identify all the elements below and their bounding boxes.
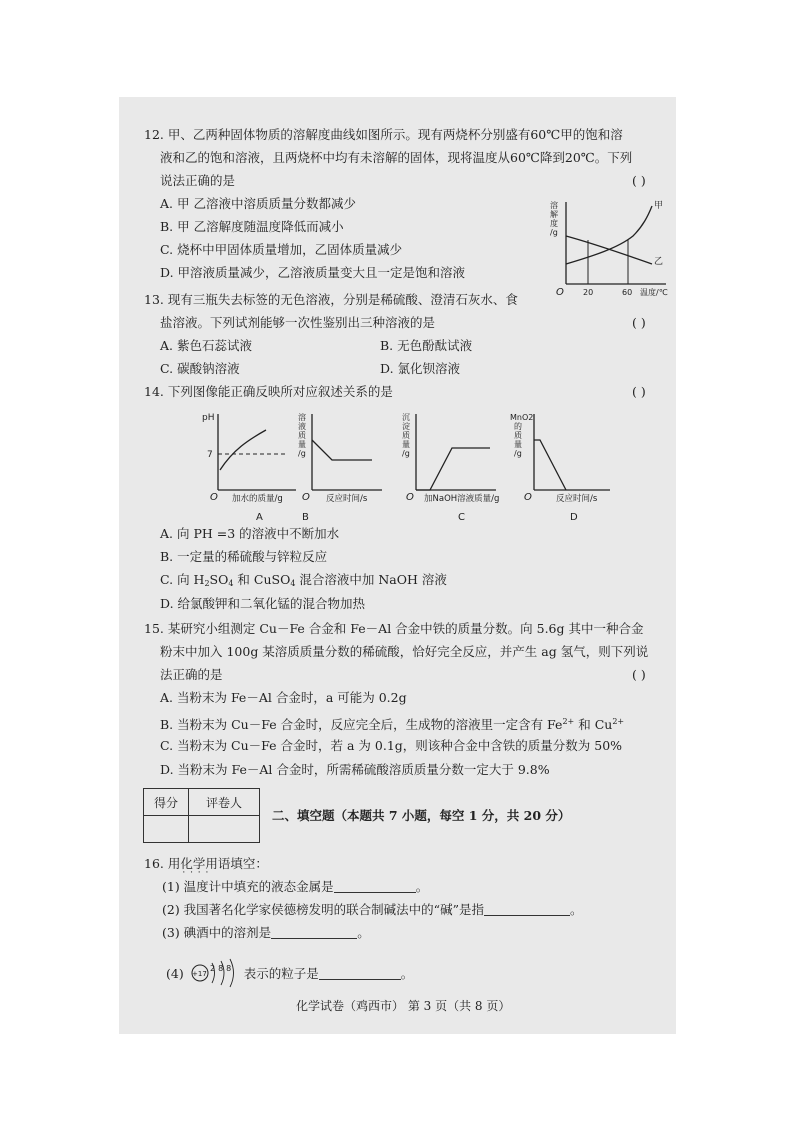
q15-option-c: C. 当粉末为 Cu－Fe 合金时，若 a 为 0.1g，则该种合金中含铁的质量分数为 50% [160, 738, 623, 753]
q16-item-2: (2) 我国著名化学家侯德榜发明的联合制碱法中的“碱”是指 。 [162, 902, 583, 917]
q14d-ylabel-1: MnO2 [510, 413, 534, 422]
q14c-ylabel-1: 沉 [402, 413, 410, 422]
q16-blank-3[interactable] [271, 926, 357, 939]
q16-item-3: (3) 碘酒中的溶剂是 。 [162, 925, 370, 940]
score-cell[interactable] [144, 816, 189, 843]
q12-option-b: B. 甲 乙溶解度随温度降低而减小 [160, 219, 344, 234]
q14d-curve [534, 440, 566, 490]
q14c-ylabel-5: /g [402, 449, 410, 458]
q14c-curve [416, 448, 490, 490]
q13-option-b: B. 无色酚酞试液 [380, 338, 473, 353]
q14c-origin: O [406, 492, 414, 503]
q14a-seven: 7 [207, 450, 213, 460]
grader-cell[interactable] [189, 816, 260, 843]
q14c-ylabel-3: 质 [402, 431, 410, 440]
q15-answer-bracket[interactable]: ( ) [632, 667, 646, 682]
q14b-ylabel-2: 液 [298, 422, 306, 431]
q15-option-d: D. 当粉末为 Fe－Al 合金时，所需稀硫酸溶质质量分数一定大于 9.8% [160, 762, 550, 777]
q13-stem-line-2: 盐溶液。下列试剂能够一次性鉴别出三种溶液的是 [160, 315, 436, 330]
q12-stem-line-3: 说法正确的是 [160, 173, 236, 188]
q12-answer-bracket[interactable]: ( ) [632, 173, 646, 188]
q12-origin: O [556, 287, 564, 298]
q14-option-d: D. 给氯酸钾和二氧化锰的混合物加热 [160, 596, 366, 611]
q14a-ylabel: pH [202, 413, 215, 423]
q14d-xlabel: 反应时间/s [556, 494, 598, 504]
score-table [143, 788, 260, 843]
atom-nucleus: +17 [192, 970, 207, 978]
atom-structure-diagram [190, 958, 246, 988]
q14a-letter: A [256, 512, 263, 523]
q16-blank-1[interactable] [334, 880, 416, 893]
q14-graph-b [296, 410, 386, 526]
q14d-origin: O [524, 492, 532, 503]
score-header: 得分 [144, 789, 189, 816]
q12-tick-20: 20 [583, 288, 594, 297]
q13-answer-bracket[interactable]: ( ) [632, 315, 646, 330]
q16-blank-2[interactable] [484, 903, 570, 916]
q14d-ylabel-5: /g [514, 449, 522, 458]
q12-label-yi: 乙 [654, 257, 664, 267]
q14a-xlabel: 加水的质量/g [232, 494, 283, 504]
section-2-heading: 二、填空题（本题共 7 小题，每空 1 分，共 20 分） [272, 808, 571, 823]
q14-graph-a [198, 410, 302, 526]
q16-item-1: (1) 温度计中填充的液态金属是 。 [162, 879, 429, 894]
q13-option-d: D. 氯化钡溶液 [380, 361, 461, 376]
q12-ylabel-3: 度 [550, 219, 558, 228]
q14a-origin: O [210, 492, 218, 503]
q15-option-b: B. 当粉末为 Cu－Fe 合金时，反应完全后，生成物的溶液里一定含有 $Fe^{2+}$ 和 $Cu^{2+}$ [160, 717, 625, 732]
q14b-curve [312, 440, 372, 460]
q12-ylabel-2: 解 [550, 210, 558, 219]
q16-stem: 16. 用化学用语 · · · ·填空： [144, 856, 268, 872]
q14-answer-bracket[interactable]: ( ) [632, 384, 646, 399]
q12-option-d: D. 甲溶液质量减少，乙溶液质量变大且一定是饱和溶液 [160, 265, 466, 280]
q12-stem-line-2: 液和乙的饱和溶液，且两烧杯中均有未溶解的固体，现将温度从60℃降到20℃。下列 [160, 150, 633, 165]
q14-option-a: A. 向 PH =3 的溶液中不断加水 [160, 526, 340, 541]
q14d-ylabel-2: 的 [514, 422, 522, 431]
q15-option-a: A. 当粉末为 Fe－Al 合金时，a 可能为 0.2g [160, 690, 407, 705]
q14d-letter: D [570, 512, 578, 523]
q14-option-c: C. 向 $H_2SO_4$ 和 CuSO$_4$ 混合溶液中加 NaOH 溶液 [160, 572, 447, 588]
atom-shells: 288 [210, 964, 235, 973]
grader-header: 评卷人 [189, 789, 260, 816]
q12-curve-jia [566, 206, 652, 264]
q14b-ylabel-3: 质 [298, 431, 306, 440]
q14-graph-c [400, 410, 520, 526]
q12-ylabel-4: /g [550, 228, 558, 237]
q14b-ylabel-1: 溶 [298, 413, 306, 422]
q14-graph-d [510, 410, 620, 526]
q14b-ylabel-4: 量 [298, 440, 306, 449]
q14c-letter: C [458, 512, 465, 523]
page-footer: 化学试卷（鸡西市） 第 3 页（共 8 页） [296, 999, 511, 1013]
q14b-origin: O [302, 492, 310, 503]
q13-option-c: C. 碳酸钠溶液 [160, 361, 240, 376]
q16-blank-4[interactable] [319, 967, 401, 980]
q16-emphasis: 化学用语 · · · · [180, 856, 230, 871]
q15-stem-line-3: 法正确的是 [160, 667, 223, 682]
q14d-ylabel-4: 量 [514, 440, 522, 449]
q12-option-c: C. 烧杯中甲固体质量增加，乙固体质量减少 [160, 242, 403, 257]
q14a-curve [220, 430, 266, 470]
q14-stem: 14. 下列图像能正确反映所对应叙述关系的是 [144, 384, 393, 399]
q13-stem-line-1: 13. 现有三瓶失去标签的无色溶液，分别是稀硫酸、澄清石灰水、食 [144, 292, 518, 307]
q14b-ylabel-5: /g [298, 449, 306, 458]
q14b-xlabel: 反应时间/s [326, 494, 368, 504]
q15-stem-line-1: 15. 某研究小组测定 Cu－Fe 合金和 Fe－Al 合金中铁的质量分数。向 5.6g 其中一种合金 [144, 621, 644, 636]
q12-solubility-graph [548, 198, 678, 302]
q12-option-a: A. 甲 乙溶液中溶质质量分数都减少 [160, 196, 356, 211]
q12-xlabel: 温度/℃ [640, 288, 668, 297]
q14c-xlabel: 加NaOH溶液质量/g [424, 494, 500, 504]
q14d-ylabel-3: 质 [514, 431, 522, 440]
q16-item-4: (4) 表示的粒子是 。 [166, 966, 414, 981]
q12-ylabel-1: 溶 [550, 201, 558, 210]
q12-tick-60: 60 [622, 288, 633, 297]
q12-stem-line-1: 12. 甲、乙两种固体物质的溶解度曲线如图所示。现有两烧杯分别盛有60℃甲的饱和溶 [144, 127, 623, 142]
q13-option-a: A. 紫色石蕊试液 [160, 338, 252, 353]
q14c-ylabel-4: 量 [402, 440, 410, 449]
q15-stem-line-2: 粉末中加入 100g 某溶质质量分数的稀硫酸，恰好完全反应，并产生 ag 氢气，则下列说 [160, 644, 649, 659]
q12-label-jia: 甲 [654, 201, 664, 211]
q14c-ylabel-2: 淀 [402, 422, 410, 431]
q14b-letter: B [302, 512, 309, 523]
q14-option-b: B. 一定量的稀硫酸与锌粒反应 [160, 549, 328, 564]
